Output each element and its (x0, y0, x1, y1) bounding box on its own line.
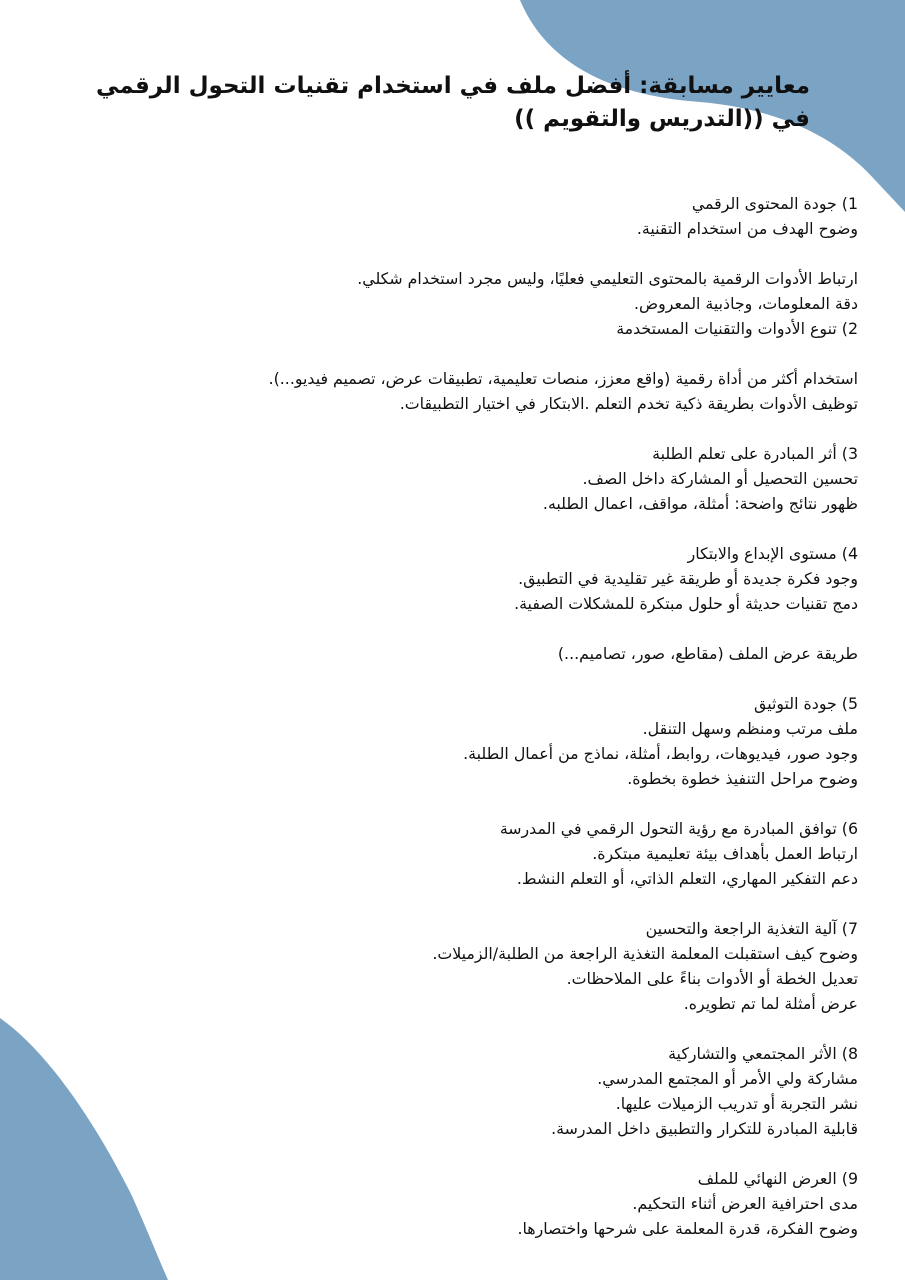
document-title (70, 70, 810, 136)
criteria-item: دمج تقنيات حديثة أو حلول مبتكرة للمشكلات الصفية. (514, 594, 858, 613)
spacer (70, 891, 858, 916)
criteria-item: عرض أمثلة لما تم تطويره. (683, 994, 858, 1013)
section-heading: 6) توافق المبادرة مع رؤية التحول الرقمي في المدرسة (499, 819, 858, 838)
section-heading: 2) تنوع الأدوات والتقنيات المستخدمة (616, 319, 858, 338)
criteria-item: طريقة عرض الملف (مقاطع، صور، تصاميم...) (557, 644, 858, 663)
section-6 (70, 816, 858, 891)
section-3 (70, 441, 858, 516)
criteria-item: استخدام أكثر من أداة رقمية (واقع معزز، منصات تعليمية، تطبيقات عرض، تصميم فيديو...). (268, 369, 858, 388)
section-5 (70, 691, 858, 791)
criteria-item: وجود فكرة جديدة أو طريقة غير تقليدية في التطبيق. (518, 569, 858, 588)
spacer (70, 241, 858, 266)
criteria-item: وضوح مراحل التنفيذ خطوة بخطوة. (627, 769, 858, 788)
criteria-item: دعم التفكير المهاري، التعلم الذاتي، أو التعلم النشط. (516, 869, 858, 888)
section-heading: 7) آلية التغذية الراجعة والتحسين (645, 919, 858, 938)
section-4 (70, 541, 858, 666)
spacer (70, 516, 858, 541)
section-8 (70, 1041, 858, 1141)
criteria-item: وضوح الهدف من استخدام التقنية. (636, 219, 858, 238)
title-line-1: معايير مسابقة: أفضل ملف في استخدام تقنيات التحول الرقمي (96, 73, 810, 99)
criteria-item: وجود صور، فيديوهات، روابط، أمثلة، نماذج من أعمال الطلبة. (463, 744, 858, 763)
criteria-item: تحسين التحصيل أو المشاركة داخل الصف. (582, 469, 858, 488)
criteria-item: وضوح كيف استقبلت المعلمة التغذية الراجعة من الطلبة/الزميلات. (432, 944, 858, 963)
criteria-item: ارتباط الأدوات الرقمية بالمحتوى التعليمي فعليًا، وليس مجرد استخدام شكلي. (357, 269, 858, 288)
title-line-2: في ((التدريس والتقويم )) (514, 106, 810, 132)
criteria-item: ملف مرتب ومنظم وسهل التنقل. (642, 719, 858, 738)
spacer (70, 666, 858, 691)
section-heading: 8) الأثر المجتمعي والتشاركية (668, 1044, 858, 1063)
spacer (70, 416, 858, 441)
criteria-item: قابلية المبادرة للتكرار والتطبيق داخل المدرسة. (551, 1119, 858, 1138)
criteria-item: ظهور نتائج واضحة: أمثلة، مواقف، اعمال الطلبه. (542, 494, 858, 513)
criteria-item: نشر التجربة أو تدريب الزميلات عليها. (615, 1094, 858, 1113)
spacer (70, 1016, 858, 1041)
spacer (70, 791, 858, 816)
section-heading: 4) مستوى الإبداع والابتكار (687, 544, 858, 563)
section-2 (70, 316, 858, 416)
criteria-item: تعديل الخطة أو الأدوات بناءً على الملاحظات. (566, 969, 858, 988)
section-heading: 1) جودة المحتوى الرقمي (691, 194, 858, 213)
section-7 (70, 916, 858, 1016)
criteria-item: دقة المعلومات، وجاذبية المعروض. (633, 294, 858, 313)
criteria-item: مشاركة ولي الأمر أو المجتمع المدرسي. (597, 1069, 858, 1088)
spacer (70, 616, 858, 641)
spacer (70, 1141, 858, 1166)
criteria-item: توظيف الأدوات بطريقة ذكية تخدم التعلم .الابتكار في اختيار التطبيقات. (399, 394, 858, 413)
criteria-item: وضوح الفكرة، قدرة المعلمة على شرحها واختصارها. (517, 1219, 858, 1238)
criteria-item: ارتباط العمل بأهداف بيئة تعليمية مبتكرة. (592, 844, 858, 863)
section-heading: 5) جودة التوثيق (754, 694, 858, 713)
section-9 (70, 1166, 858, 1241)
section-heading: 9) العرض النهائي للملف (697, 1169, 858, 1188)
spacer (70, 341, 858, 366)
section-heading: 3) أثر المبادرة على تعلم الطلبة (652, 444, 858, 463)
section-1 (70, 191, 858, 316)
criteria-list (70, 191, 858, 1241)
criteria-item: مدى احترافية العرض أثناء التحكيم. (632, 1194, 858, 1213)
